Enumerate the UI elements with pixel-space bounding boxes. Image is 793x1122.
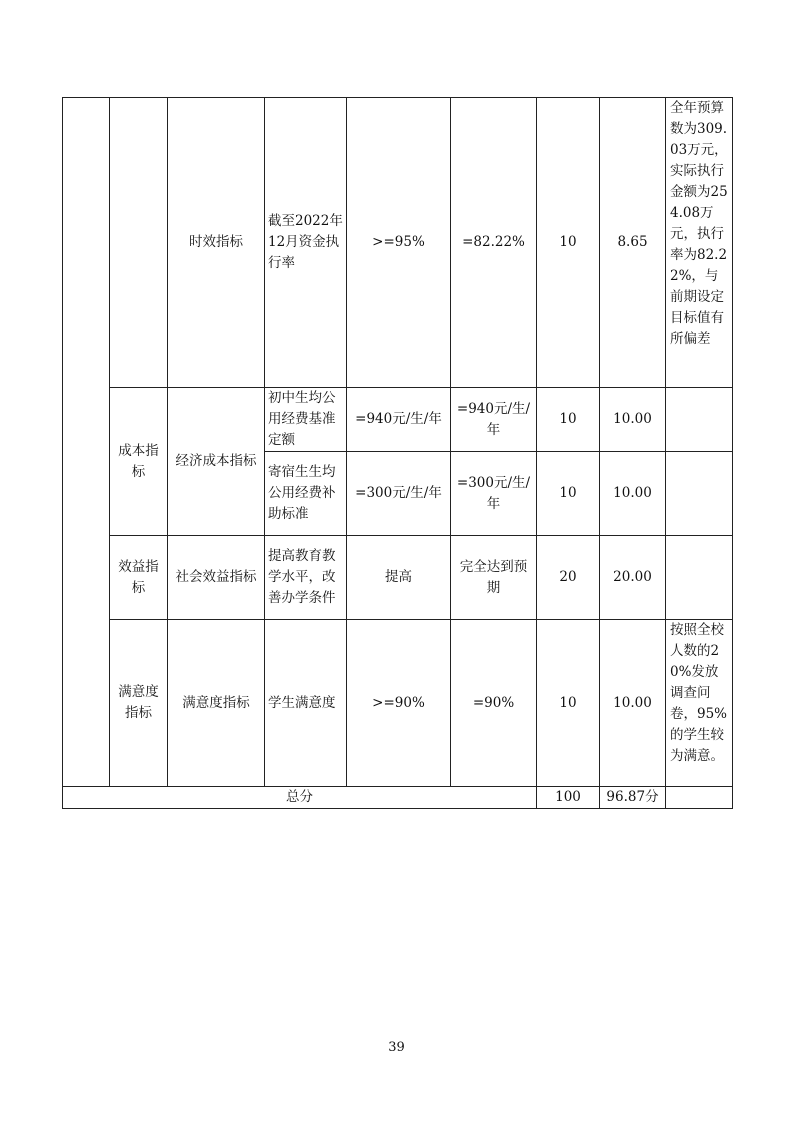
target-value-cell: =940元/生/年 xyxy=(347,388,451,452)
weight-cell: 10 xyxy=(537,98,600,388)
actual-value-cell: =940元/生/年 xyxy=(451,388,537,452)
indicator-cell: 学生满意度 xyxy=(265,620,347,787)
score-cell: 10.00 xyxy=(600,388,666,452)
indicator-cell: 截至2022年12月资金执行率 xyxy=(265,98,347,388)
table-row-benefit xyxy=(63,536,733,620)
weight-cell: 10 xyxy=(537,452,600,536)
actual-value-cell: =300元/生/年 xyxy=(451,452,537,536)
score-cell: 8.65 xyxy=(600,98,666,388)
score-cell: 10.00 xyxy=(600,452,666,536)
page-number: 39 xyxy=(388,1040,405,1055)
primary-indicator-cell: 满意度指标 xyxy=(110,620,168,787)
indicator-cell: 提高教育教学水平，改善办学条件 xyxy=(265,536,347,620)
remark-cell: 全年预算数为309.03万元，实际执行金额为254.08万元，执行率为82.22%，与前期设定目标值有所偏差 xyxy=(666,98,733,388)
primary-indicator-cell: 效益指标 xyxy=(110,536,168,620)
remark-cell: 按照全校人数的20%发放调查问卷，95%的学生较为满意。 xyxy=(666,620,733,787)
table-row-timeliness xyxy=(63,98,733,388)
target-value-cell: >=95% xyxy=(347,98,451,388)
total-score-cell: 96.87分 xyxy=(600,787,666,809)
actual-value-cell: =90% xyxy=(451,620,537,787)
target-value-cell: =300元/生/年 xyxy=(347,452,451,536)
secondary-indicator-cell: 社会效益指标 xyxy=(168,536,265,620)
secondary-indicator-cell: 经济成本指标 xyxy=(168,388,265,536)
score-cell: 20.00 xyxy=(600,536,666,620)
table-row-cost-1 xyxy=(63,388,733,452)
weight-cell: 10 xyxy=(537,620,600,787)
target-value-cell: 提高 xyxy=(347,536,451,620)
remark-cell xyxy=(666,388,733,452)
primary-indicator-cell: 成本指标 xyxy=(110,388,168,536)
indicator-cell: 寄宿生生均公用经费补助标准 xyxy=(265,452,347,536)
remark-cell xyxy=(666,536,733,620)
table-row-total xyxy=(63,787,733,809)
total-weight-cell: 100 xyxy=(537,787,600,809)
table-row-satisfaction xyxy=(63,620,733,787)
weight-cell: 20 xyxy=(537,536,600,620)
remark-cell xyxy=(666,452,733,536)
primary-indicator-cell xyxy=(110,98,168,388)
score-cell: 10.00 xyxy=(600,620,666,787)
total-remark-cell xyxy=(666,787,733,809)
total-label-cell: 总分 xyxy=(63,787,537,809)
outer-blank-cell xyxy=(63,98,110,787)
target-value-cell: >=90% xyxy=(347,620,451,787)
actual-value-cell: 完全达到预期 xyxy=(451,536,537,620)
secondary-indicator-cell: 时效指标 xyxy=(168,98,265,388)
indicator-cell: 初中生均公用经费基准定额 xyxy=(265,388,347,452)
performance-table xyxy=(62,97,733,809)
weight-cell: 10 xyxy=(537,388,600,452)
secondary-indicator-cell: 满意度指标 xyxy=(168,620,265,787)
actual-value-cell: =82.22% xyxy=(451,98,537,388)
